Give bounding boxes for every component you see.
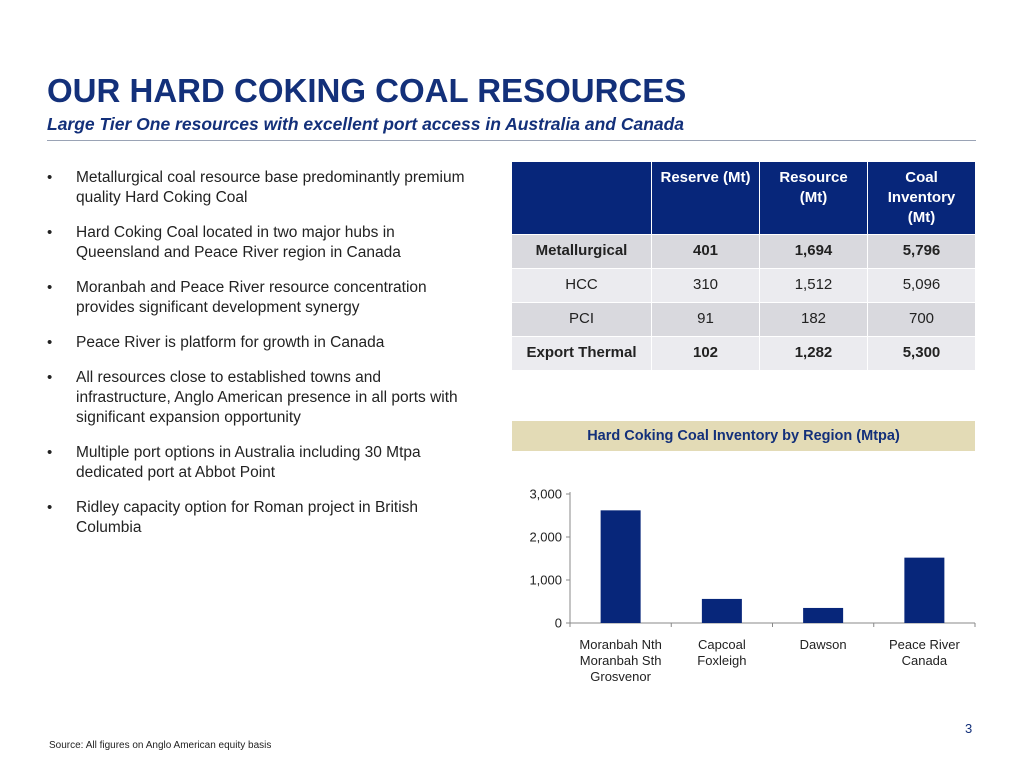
table-row (512, 269, 976, 303)
x-category-label: Capcoal (698, 637, 746, 652)
x-category-label: Canada (901, 653, 948, 668)
bullet-text: Hard Coking Coal located in two major hubs in Queensland and Peace River region in Canada (76, 224, 401, 261)
table-row-label: Export Thermal (512, 337, 652, 371)
table-row-label: PCI (512, 303, 652, 337)
page-title: OUR HARD COKING COAL RESOURCES (47, 72, 687, 109)
table-cell: 1,512 (760, 269, 868, 303)
bullet-text: Multiple port options in Australia including 30 Mtpa dedicated port at Abbot Point (76, 444, 421, 481)
table-header-cell (512, 162, 652, 235)
table-cell: 102 (652, 337, 760, 371)
bullet-item (45, 443, 465, 483)
y-tick-label: 1,000 (529, 572, 562, 588)
bullet-dot-icon: • (47, 369, 53, 386)
y-tick-label: 3,000 (529, 486, 562, 502)
x-category-label: Dawson (799, 637, 847, 652)
bullet-dot-icon: • (47, 279, 53, 296)
bar (904, 558, 944, 623)
table-header-cell: Coal Inventory (Mt) (868, 162, 976, 235)
bullet-item (45, 223, 465, 263)
table-row-label: HCC (512, 269, 652, 303)
bullet-item (45, 278, 465, 318)
x-category-label: Grosvenor (590, 669, 651, 684)
bar (702, 599, 742, 623)
table-cell: 401 (652, 235, 760, 269)
table-cell: 1,282 (760, 337, 868, 371)
table-cell: 182 (760, 303, 868, 337)
table-cell: 91 (652, 303, 760, 337)
table-cell: 1,694 (760, 235, 868, 269)
bullet-text: Ridley capacity option for Roman project in British Columbia (76, 499, 419, 536)
bullet-item (45, 168, 465, 208)
bullet-item (45, 498, 465, 538)
bullet-dot-icon: • (47, 444, 53, 461)
bullet-text: Metallurgical coal resource base predominantly premium quality Hard Coking Coal (76, 169, 465, 206)
bullet-item (45, 368, 465, 428)
table-row (512, 235, 976, 269)
bullet-text: All resources close to established towns and infrastructure, Anglo American presence in all ports with significant expansion opportunity (76, 369, 458, 426)
page-number: 3 (965, 721, 973, 736)
x-category-label: Foxleigh (697, 653, 747, 668)
table-row (512, 337, 976, 371)
bullet-dot-icon: • (47, 169, 53, 186)
x-category-label: Moranbah Sth (579, 653, 662, 668)
table-cell: 5,300 (868, 337, 976, 371)
bar (601, 510, 641, 623)
table-row (512, 303, 976, 337)
y-tick-label: 0 (554, 615, 562, 631)
chart-title: Hard Coking Coal Inventory by Region (Mtpa) (512, 421, 975, 451)
bullet-text: Moranbah and Peace River resource concentration provides significant development synergy (76, 279, 427, 316)
table-header-row (512, 162, 976, 235)
bar-chart (500, 480, 980, 695)
bullet-dot-icon: • (47, 224, 53, 241)
table-cell: 310 (652, 269, 760, 303)
bullet-text: Peace River is platform for growth in Canada (76, 334, 385, 351)
bullet-dot-icon: • (47, 334, 53, 351)
table-header-cell: Resource (Mt) (760, 162, 868, 235)
x-category-label: Moranbah Nth (579, 637, 662, 652)
title-divider (47, 140, 976, 141)
table-cell: 700 (868, 303, 976, 337)
table-header-cell: Reserve (Mt) (652, 162, 760, 235)
bullet-item (45, 333, 465, 353)
resources-table (511, 161, 976, 371)
table-cell: 5,096 (868, 269, 976, 303)
bar (803, 608, 843, 623)
table-row-label: Metallurgical (512, 235, 652, 269)
bullet-dot-icon: • (47, 499, 53, 516)
bullet-list (45, 168, 465, 553)
table-cell: 5,796 (868, 235, 976, 269)
y-tick-label: 2,000 (529, 529, 562, 545)
source-footnote: Source: All figures on Anglo American equity basis (49, 740, 272, 751)
x-category-label: Peace River (888, 637, 960, 652)
page-subtitle: Large Tier One resources with excellent port access in Australia and Canada (47, 114, 685, 134)
